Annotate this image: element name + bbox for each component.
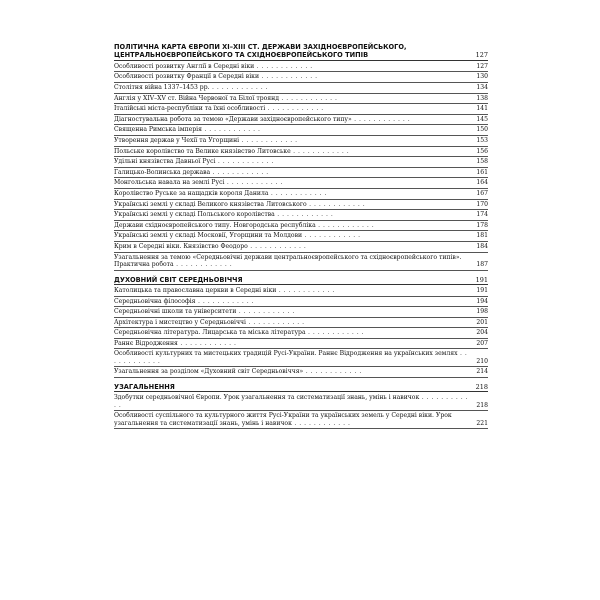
toc-entry-title: Столітня війна 1337–1453 рр.: [114, 84, 210, 91]
toc-entry-page-number: 138: [476, 94, 488, 102]
dot-leader: . . . . . . . . . . . .: [247, 242, 307, 250]
toc-entry-page-number: 134: [476, 84, 488, 91]
toc-entry: [114, 318, 488, 329]
toc-entry-title: Середньовічні школи та університети: [114, 308, 237, 316]
section-divider: [114, 391, 488, 392]
toc-entry-title: Королівство Руське за нащадків короля Данила: [114, 189, 269, 197]
toc-entry-page-number: 161: [476, 168, 488, 176]
dot-leader: . . . . . . . . . . . .: [290, 147, 350, 155]
toc-entry: [114, 242, 488, 253]
toc-entry: [114, 231, 488, 242]
toc-entry: [114, 221, 488, 232]
section-title: ПОЛІТИЧНА КАРТА ЄВРОПИ XI–XIII СТ. ДЕРЖАВИ ЗАХІДНОЄВРОПЕЙСЬКОГО, ЦЕНТРАЛЬНОЄВРОПЕЙСЬКОГО ТА СХІДНОЄВРОПЕЙСЬКОГО ТИПІВ: [114, 43, 407, 60]
toc-entry-title: Польське королівство та Велике князівство Литовське: [114, 147, 291, 155]
toc-entry-title: Особливості суспільного та культурного життя Русі-України та українських земель у Середні віки. Урок узагальнення та систематизації знань, умінь і навичок: [114, 412, 452, 427]
dot-leader: . . . . . . . . . . . .: [351, 115, 411, 123]
toc-entry-title: Особливості розвитку Франції в Середні віки: [114, 73, 260, 81]
toc-entry: [114, 168, 488, 179]
toc-entry: [114, 115, 488, 126]
toc-section: [114, 43, 488, 271]
toc-entry-title: Англія у XIV–XV ст. Війна Червоної та Білої троянд: [114, 94, 279, 102]
dot-leader: . . . . . . . . . . . .: [265, 105, 324, 113]
toc-entry-list: [114, 286, 488, 378]
toc-entry-title: Архітектура і мистецтво у Середньовіччі: [114, 318, 247, 326]
section-page-number: 191: [475, 275, 488, 284]
dot-leader: . . . . . . . . . . . .: [278, 94, 338, 102]
toc-entry: [114, 200, 488, 211]
toc-entry-title: Священна Римська імперія: [114, 126, 202, 134]
toc-entry: [114, 104, 488, 115]
dot-leader: . . . . . . . . . . . .: [195, 297, 255, 305]
toc-entry: [114, 367, 488, 378]
toc-section: [114, 276, 488, 379]
toc-entry-title: Здобутки середньовічної Європи. Урок узагальнення та систематизації знань, умінь і навичок: [114, 394, 420, 402]
toc-entry-page-number: 167: [476, 189, 488, 197]
toc-entry: [114, 72, 488, 83]
section-heading: [114, 43, 488, 60]
toc-entry: [114, 189, 488, 200]
dot-leader: . . . . . . . . . . . .: [173, 260, 233, 268]
dot-leader: . . . . . . . . . . . .: [276, 286, 335, 294]
toc-entry-page-number: 145: [476, 115, 488, 123]
toc-entry-page-number: 174: [476, 211, 488, 219]
dot-leader: . . . . . . . . . . . .: [114, 350, 468, 365]
toc-entry-page-number: 130: [476, 73, 488, 81]
toc-entry-title: Удільні князівства Давньої Русі: [114, 158, 216, 166]
dot-leader: . . . . . . . . . . . .: [302, 232, 361, 240]
table-of-contents: [114, 38, 488, 429]
section-heading: [114, 383, 488, 391]
toc-entry-title: Середньовічна філософія: [114, 297, 196, 305]
toc-entry: [114, 136, 488, 147]
toc-entry: [114, 411, 488, 429]
dot-leader: . . . . . . . . . . . .: [114, 394, 469, 409]
toc-entry-list: [114, 62, 488, 271]
toc-entry-title: Раннє Відродження: [114, 339, 178, 347]
dot-leader: . . . . . . . . . . . .: [177, 339, 237, 347]
section-heading: [114, 276, 488, 284]
toc-entry-title: Галицько-Волинська держава: [114, 168, 211, 176]
toc-entry: [114, 328, 488, 339]
dot-leader: . . . . . . . . . . . .: [306, 200, 366, 208]
toc-entry-page-number: 194: [476, 297, 488, 305]
dot-leader: . . . . . . . . . . . .: [305, 329, 365, 337]
toc-entry-page-number: 201: [476, 318, 488, 326]
dot-leader: . . . . . . . . . . . .: [239, 136, 298, 144]
toc-entry: [114, 210, 488, 221]
toc-entry: [114, 307, 488, 318]
toc-entry-title: Діагностувальна робота за темою «Держави західноєвропейського типу»: [114, 115, 352, 123]
dot-leader: . . . . . . . . . . . .: [291, 419, 351, 427]
toc-entry-title: Українські землі у складі Польського королівства: [114, 211, 275, 219]
toc-entry: [114, 393, 488, 411]
toc-entry-page-number: 187: [476, 260, 488, 268]
toc-entry: [114, 349, 488, 367]
toc-entry-title: Крим в Середні віки. Князівство Феодоро: [114, 242, 248, 250]
dot-leader: . . . . . . . . . . . .: [209, 84, 269, 91]
toc-entry-page-number: 210: [476, 357, 488, 365]
dot-leader: . . . . . . . . . . . .: [215, 158, 274, 166]
section-title: ДУХОВНИЙ СВІТ СЕРЕДНЬОВІЧЧЯ: [114, 275, 243, 284]
toc-entry-page-number: 127: [476, 62, 488, 70]
toc-entry: [114, 125, 488, 136]
dot-leader: . . . . . . . . . . . .: [274, 211, 334, 219]
toc-entry-page-number: 221: [476, 419, 488, 427]
section-page-number: 218: [475, 383, 488, 392]
toc-entry: [114, 83, 488, 94]
toc-entry-page-number: 207: [476, 339, 488, 347]
toc-entry-page-number: 150: [476, 126, 488, 134]
toc-entry: [114, 147, 488, 158]
toc-entry: [114, 178, 488, 189]
toc-entry-title: Українські землі у складі Великого князівства Литовського: [114, 200, 307, 208]
dot-leader: . . . . . . . . . . . .: [303, 368, 362, 376]
dot-leader: . . . . . . . . . . . .: [254, 62, 313, 70]
toc-entry-title: Держави східноєвропейського типу. Новгородська республіка: [114, 221, 316, 229]
section-page-number: 127: [475, 51, 488, 60]
toc-entry: [114, 297, 488, 308]
section-divider: [114, 60, 488, 61]
toc-entry-title: Узагальнення за розділом «Духовний світ Середньовіччя»: [114, 368, 304, 376]
toc-entry-page-number: 191: [476, 286, 488, 294]
toc-entry-title: Українські землі у складі Московії, Угорщини та Молдови: [114, 232, 303, 240]
toc-entry-title: Особливості культурних та мистецьких традицій Русі-України. Раннє Відродження на українських землях: [114, 350, 458, 358]
toc-entry-page-number: 170: [476, 200, 488, 208]
toc-entry-page-number: 181: [476, 232, 488, 240]
toc-entry-page-number: 156: [476, 147, 488, 155]
dot-leader: . . . . . . . . . . . .: [236, 308, 295, 316]
toc-entry-title: Католицька та православна церкви в Середні віки: [114, 286, 277, 294]
toc-entry: [114, 62, 488, 73]
toc-entry-title: Середньовічна література. Лицарська та міська література: [114, 329, 306, 337]
toc-entry-title: Узагальнення за темою «Середньовічні держави центральноєвропейського та східноєвропейського типів». Практична робота: [114, 253, 462, 268]
toc-entry: [114, 94, 488, 105]
toc-entry-page-number: 214: [476, 368, 488, 376]
section-divider: [114, 284, 488, 285]
toc-entry-page-number: 184: [476, 242, 488, 250]
dot-leader: . . . . . . . . . . . .: [210, 168, 269, 176]
toc-entry-title: Італійські міста-республіки та їхні особливості: [114, 105, 266, 113]
toc-entry-title: Особливості розвитку Англії в Середні віки: [114, 62, 255, 70]
toc-entry-page-number: 153: [476, 136, 488, 144]
toc-entry: [114, 253, 488, 271]
dot-leader: . . . . . . . . . . . .: [224, 179, 283, 187]
dot-leader: . . . . . . . . . . . .: [315, 221, 375, 229]
toc-entry-title: Монгольська навала на землі Русі: [114, 179, 225, 187]
toc-entry-page-number: 178: [476, 221, 488, 229]
toc-entry: [114, 286, 488, 297]
toc-entry-page-number: 164: [476, 179, 488, 187]
dot-leader: . . . . . . . . . . . .: [259, 73, 318, 81]
toc-entry-page-number: 158: [476, 158, 488, 166]
toc-entry: [114, 157, 488, 168]
toc-entry-page-number: 218: [476, 401, 488, 409]
toc-entry-page-number: 204: [476, 329, 488, 337]
dot-leader: . . . . . . . . . . . .: [246, 318, 305, 326]
toc-entry: [114, 339, 488, 350]
section-title: УЗАГАЛЬНЕННЯ: [114, 383, 175, 392]
dot-leader: . . . . . . . . . . . .: [268, 189, 327, 197]
toc-entry-page-number: 141: [476, 105, 488, 113]
dot-leader: . . . . . . . . . . . .: [201, 126, 261, 134]
toc-entry-page-number: 198: [476, 308, 488, 316]
toc-section: [114, 383, 488, 429]
toc-entry-list: [114, 393, 488, 429]
toc-entry-title: Утворення держав у Чехії та Угорщині: [114, 136, 240, 144]
